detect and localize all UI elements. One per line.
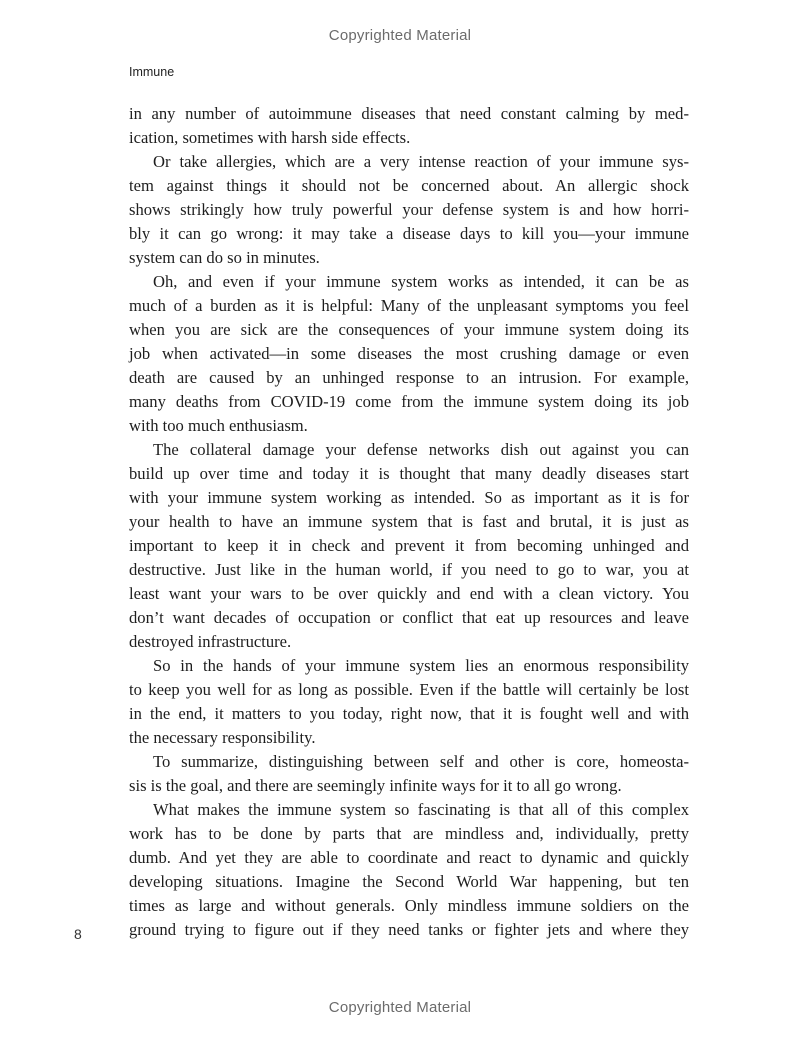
text-line: bly it can go wrong: it may take a disease days to kill you—your immune xyxy=(129,224,689,243)
paragraph xyxy=(129,798,689,942)
text-line: when you are sick are the consequences of your immune system doing its xyxy=(129,320,689,339)
text-line: work has to be done by parts that are mindless and, individually, pretty xyxy=(129,824,689,843)
text-line: Or take allergies, which are a very intense reaction of your immune sys- xyxy=(153,152,689,171)
paragraph xyxy=(129,654,689,750)
running-head: Immune xyxy=(129,65,175,79)
text-line: sis is the goal, and there are seemingly infinite ways for it to all go wrong. xyxy=(129,776,622,795)
text-line: dumb. And yet they are able to coordinate and react to dynamic and quickly xyxy=(129,848,689,867)
text-line: build up over time and today it is thought that many deadly diseases start xyxy=(129,464,689,483)
text-line: to keep you well for as long as possible. Even if the battle will certainly be lost xyxy=(129,680,689,699)
text-line: ication, sometimes with harsh side effects. xyxy=(129,128,411,147)
text-line: many deaths from COVID-19 come from the immune system doing its job xyxy=(129,392,689,411)
text-line: times as large and without generals. Only mindless immune soldiers on the xyxy=(129,896,689,915)
paragraph xyxy=(129,750,689,798)
text-line: ground trying to figure out if they need tanks or fighter jets and where they xyxy=(129,920,689,939)
text-line: with too much enthusiasm. xyxy=(129,416,308,435)
paragraph xyxy=(129,270,689,438)
text-line: with your immune system working as intended. So as important as it is for xyxy=(129,488,689,507)
text-line: much of a burden as it is helpful: Many of the unpleasant symptoms you feel xyxy=(129,296,689,315)
text-line: death are caused by an unhinged response to an intrusion. For example, xyxy=(129,368,689,387)
text-line: least want your wars to be over quickly and end with a clean victory. You xyxy=(129,584,689,603)
text-line: To summarize, distinguishing between self and other is core, homeosta- xyxy=(153,752,689,771)
text-line: tem against things it should not be concerned about. An allergic shock xyxy=(129,176,689,195)
body-text xyxy=(129,102,689,942)
text-line: developing situations. Imagine the Second World War happening, but ten xyxy=(129,872,689,891)
text-line: don’t want decades of occupation or conflict that eat up resources and leave xyxy=(129,608,689,627)
text-line: shows strikingly how truly powerful your defense system is and how horri- xyxy=(129,200,689,219)
text-line: So in the hands of your immune system lies an enormous responsibility xyxy=(153,656,689,675)
paragraph xyxy=(129,150,689,270)
page-number: 8 xyxy=(74,926,82,942)
paragraph xyxy=(129,438,689,654)
text-line: your health to have an immune system that is fast and brutal, it is just as xyxy=(129,512,689,531)
copyright-watermark-bottom: Copyrighted Material xyxy=(328,999,472,1016)
text-line: important to keep it in check and prevent it from becoming unhinged and xyxy=(129,536,689,555)
text-line: What makes the immune system so fascinating is that all of this complex xyxy=(153,800,689,819)
text-line: destroyed infrastructure. xyxy=(129,632,292,651)
copyright-watermark-top: Copyrighted Material xyxy=(328,27,472,44)
text-line: Oh, and even if your immune system works as intended, it can be as xyxy=(153,272,689,291)
paragraph xyxy=(129,102,689,150)
text-line: system can do so in minutes. xyxy=(129,248,320,267)
text-line: The collateral damage your defense networks dish out against you can xyxy=(153,440,689,459)
text-line: in the end, it matters to you today, right now, that it is fought well and with xyxy=(129,704,689,723)
text-line: job when activated—in some diseases the most crushing damage or even xyxy=(129,344,689,363)
text-line: destructive. Just like in the human world, if you need to go to war, you at xyxy=(129,560,689,579)
text-line: the necessary responsibility. xyxy=(129,728,316,747)
text-line: in any number of autoimmune diseases that need constant calming by med- xyxy=(129,104,689,123)
